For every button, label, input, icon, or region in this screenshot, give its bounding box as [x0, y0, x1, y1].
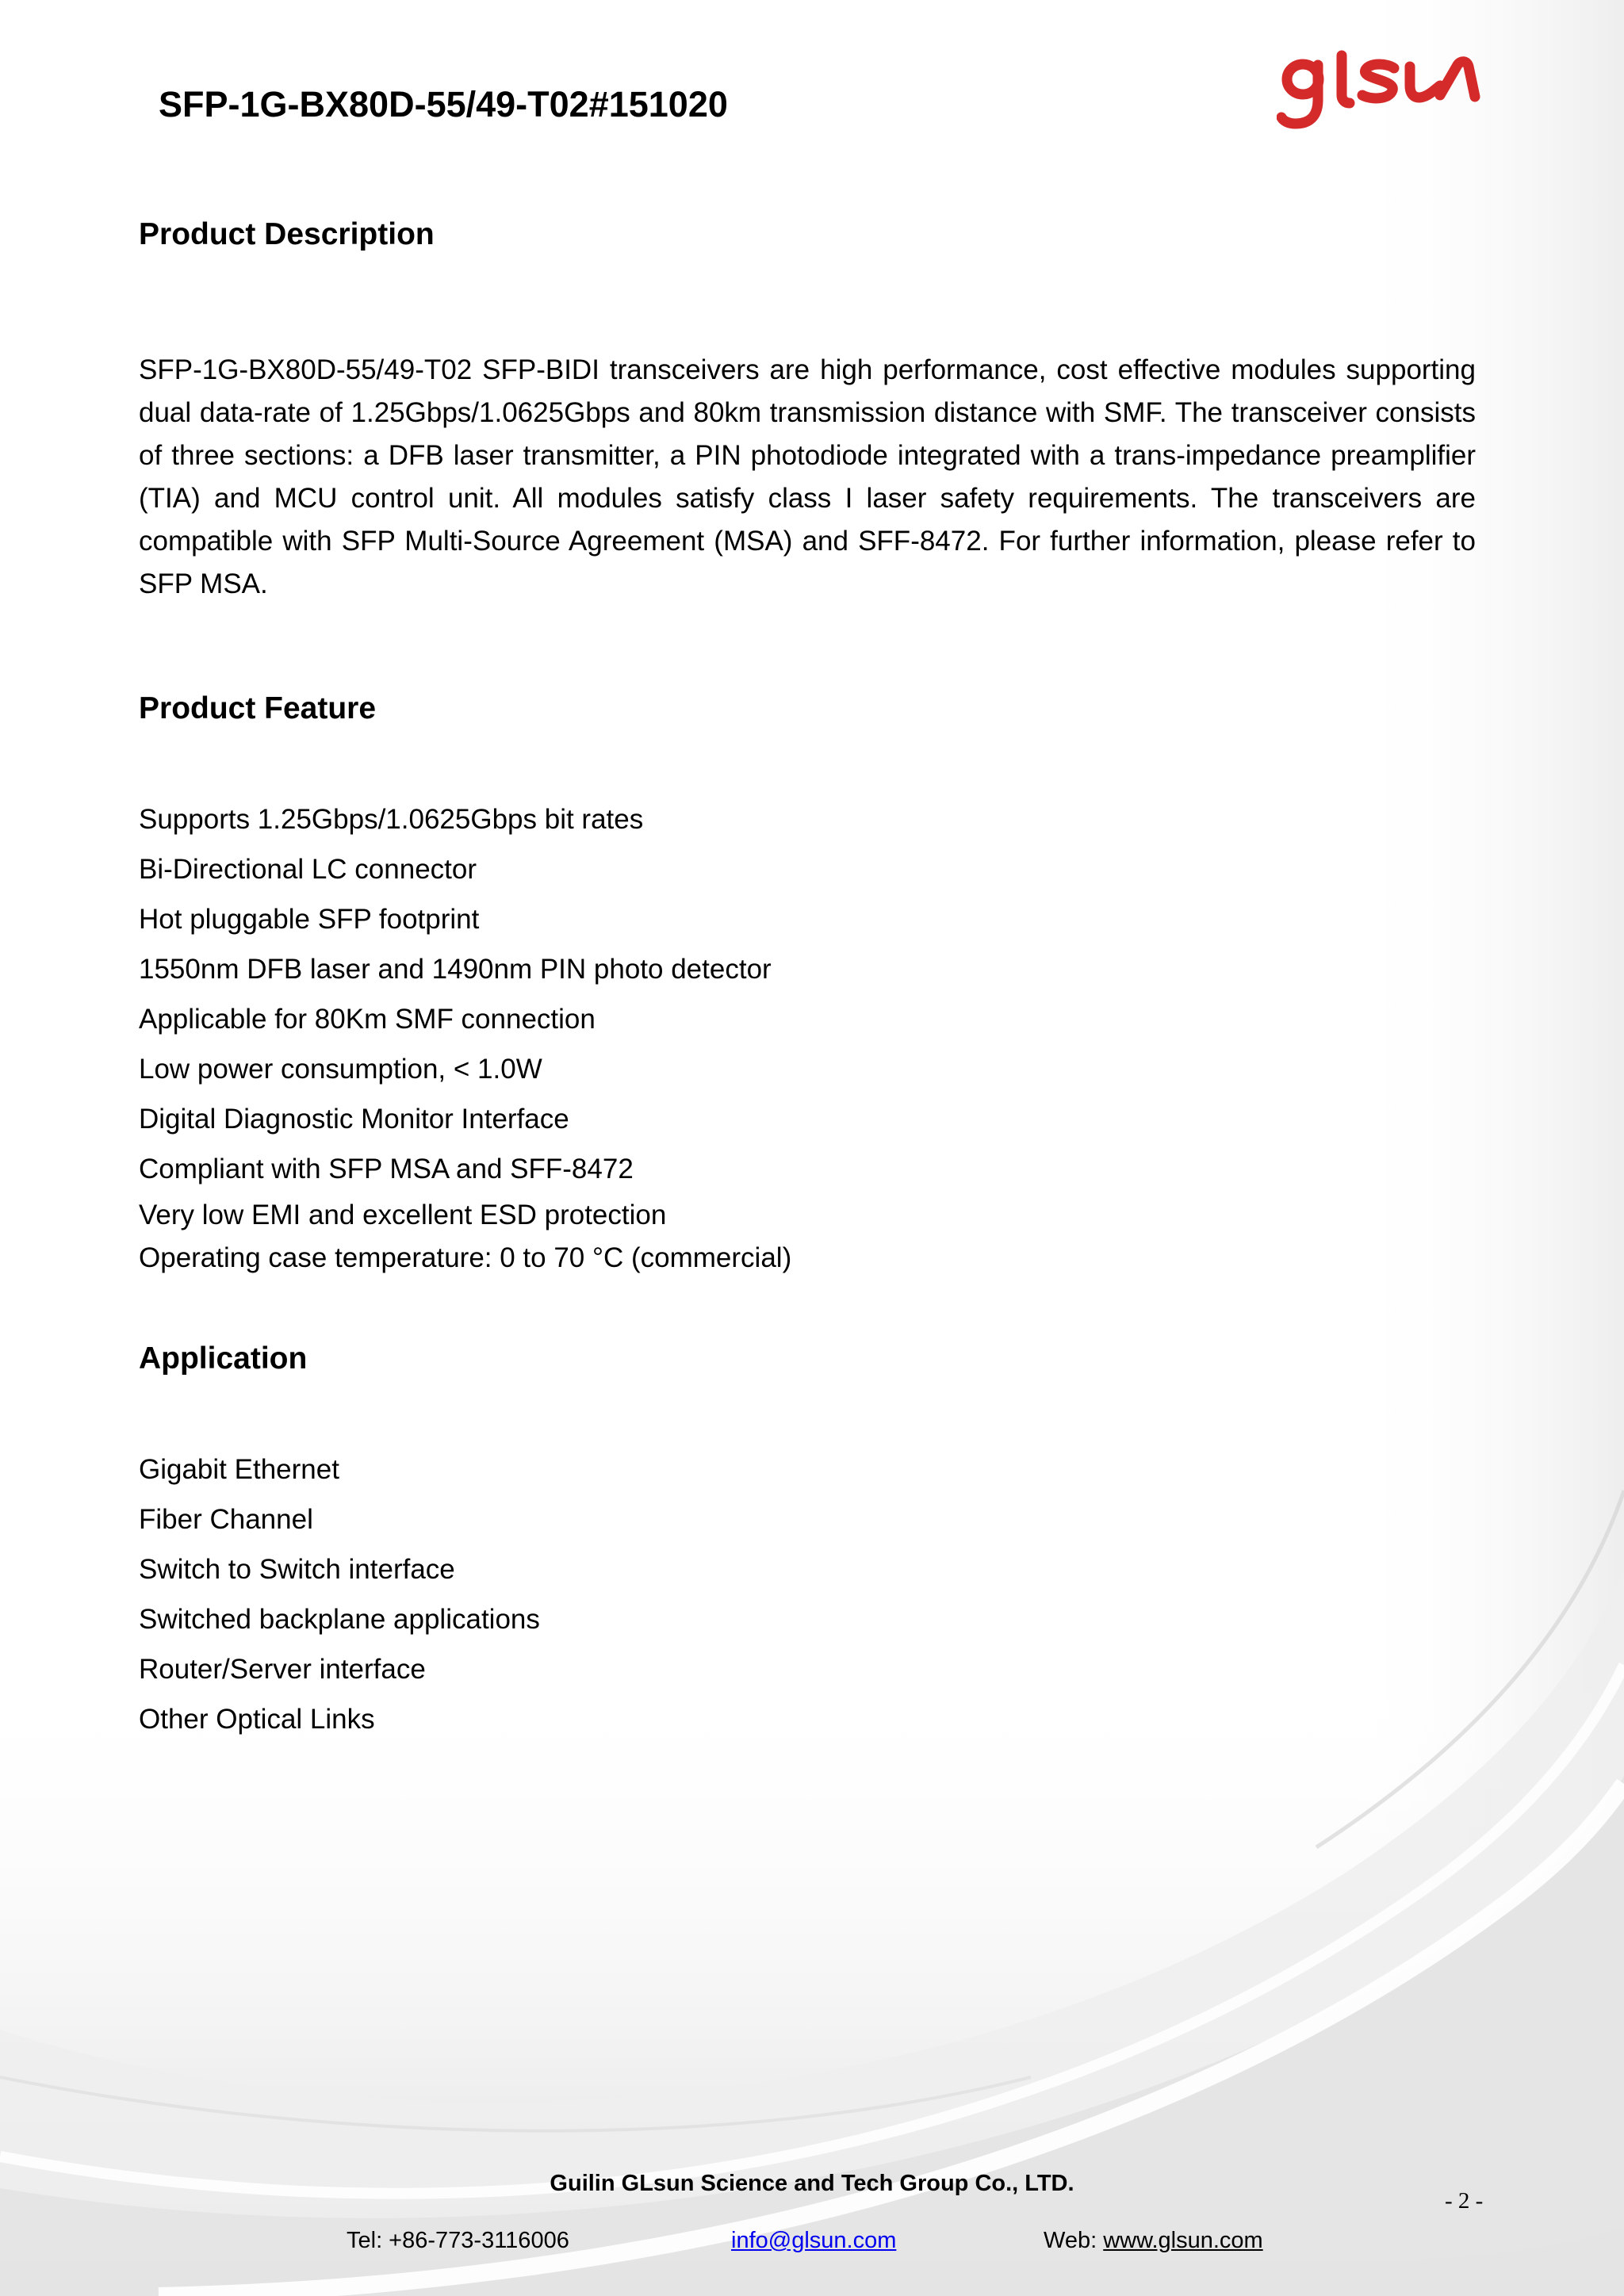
- list-item: Very low EMI and excellent ESD protection: [139, 1200, 667, 1230]
- list-item: Router/Server interface: [139, 1654, 426, 1685]
- product-feature-heading: Product Feature: [139, 691, 377, 725]
- list-item: Switched backplane applications: [139, 1604, 540, 1635]
- email-link[interactable]: info@glsun.com: [731, 2228, 897, 2253]
- application-list: [139, 1445, 540, 1744]
- list-item: Low power consumption, < 1.0W: [139, 1054, 542, 1085]
- list-item: Digital Diagnostic Monitor Interface: [139, 1104, 569, 1135]
- list-item: 1550nm DFB laser and 1490nm PIN photo detector: [139, 954, 772, 985]
- list-item: Bi-Directional LC connector: [139, 854, 477, 885]
- footer-telephone: Tel: +86-773-3116006: [347, 2228, 569, 2253]
- document-title: SFP-1G-BX80D-55/49-T02#151020: [159, 84, 728, 124]
- list-item: Switch to Switch interface: [139, 1554, 455, 1585]
- list-item: Operating case temperature: 0 to 70 °C (commercial): [139, 1242, 792, 1273]
- application-heading: Application: [139, 1341, 308, 1376]
- list-item: Fiber Channel: [139, 1504, 313, 1535]
- website-link[interactable]: www.glsun.com: [1103, 2228, 1263, 2253]
- list-item: Supports 1.25Gbps/1.0625Gbps bit rates: [139, 804, 644, 835]
- list-item: Gigabit Ethernet: [139, 1454, 339, 1485]
- footer-website: [1044, 2228, 1263, 2254]
- list-item: Other Optical Links: [139, 1704, 375, 1735]
- footer-company-name: Guilin GLsun Science and Tech Group Co., LTD.: [550, 2171, 1074, 2196]
- feature-list: [139, 794, 791, 1280]
- web-label: Web:: [1044, 2228, 1104, 2253]
- product-description-heading: Product Description: [139, 217, 435, 251]
- list-item: Applicable for 80Km SMF connection: [139, 1004, 596, 1035]
- list-item: Hot pluggable SFP footprint: [139, 904, 480, 935]
- glsun-logo: [1277, 48, 1491, 135]
- list-item: Compliant with SFP MSA and SFF-8472: [139, 1154, 634, 1184]
- page-number: - 2 -: [1445, 2188, 1484, 2214]
- footer-email: [731, 2228, 896, 2254]
- product-description-text: SFP-1G-BX80D-55/49-T02 SFP-BIDI transceivers are high performance, cost effective modules supporting dual data-rate of 1.25Gbps/1.0625Gbps and 80km transmission distance with SMF. The transceiver consists of three sections: a DFB laser transmitter, a PIN photodiode integrated with a trans-impedance preamplifier (TIA) and MCU control unit. All modules satisfy class I laser safety requirements. The transceivers are compatible with SFP Multi-Source Agreement (MSA) and SFF-8472. For further information, please refer to SFP MSA.: [139, 354, 1476, 599]
